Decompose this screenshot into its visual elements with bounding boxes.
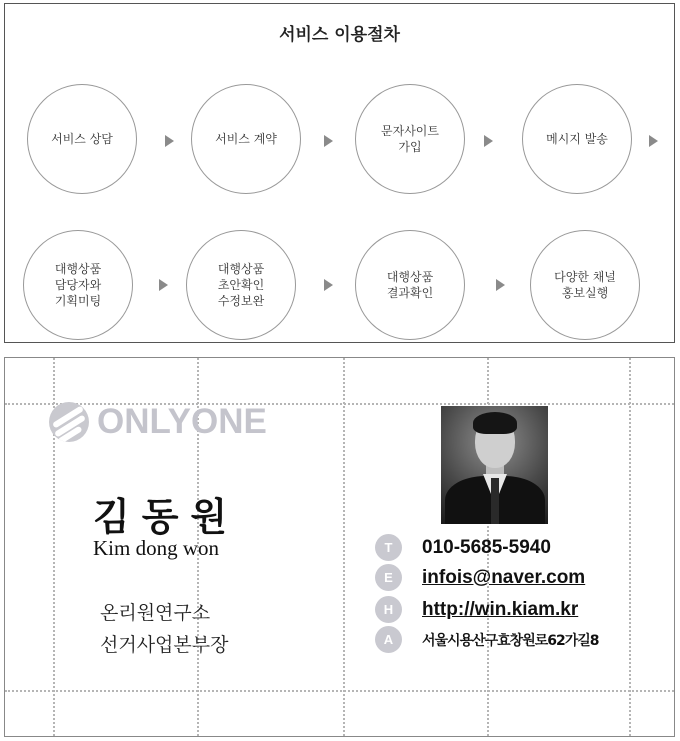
contact-address bbox=[375, 626, 599, 653]
organization-name: 온리원연구소 bbox=[100, 602, 211, 624]
email-link[interactable]: infois@naver.com bbox=[422, 566, 586, 588]
process-title: 서비스 이용절차 bbox=[279, 25, 400, 45]
step-label: 문자사이트 가입 bbox=[381, 124, 439, 154]
step-label: 메시지 발송 bbox=[546, 132, 608, 146]
company-logo bbox=[49, 402, 267, 442]
step-label: 대행상품 초안확인 수정보완 bbox=[217, 262, 265, 308]
step-channel-promotion bbox=[530, 230, 640, 340]
email-icon: E bbox=[375, 564, 402, 591]
arrow-icon bbox=[165, 135, 174, 147]
arrow-icon bbox=[324, 279, 333, 291]
step-contract bbox=[191, 84, 301, 194]
person-name-english: Kim dong won bbox=[93, 536, 219, 560]
guide-line bbox=[5, 690, 674, 692]
service-process-panel bbox=[4, 3, 675, 343]
arrow-icon bbox=[649, 135, 658, 147]
contact-phone bbox=[375, 534, 551, 561]
logo-mark-icon bbox=[49, 402, 89, 442]
step-label: 다양한 채널 홍보실행 bbox=[554, 270, 616, 300]
person-name-korean: 김동원 bbox=[93, 495, 240, 539]
arrow-icon bbox=[496, 279, 505, 291]
homepage-link[interactable]: http://win.kiam.kr bbox=[422, 598, 579, 620]
business-card bbox=[4, 357, 675, 737]
step-site-signup bbox=[355, 84, 465, 194]
homepage-icon: H bbox=[375, 596, 402, 623]
step-draft-review bbox=[186, 230, 296, 340]
step-planning-meeting bbox=[23, 230, 133, 340]
phone-icon: T bbox=[375, 534, 402, 561]
step-label: 대행상품 결과확인 bbox=[386, 270, 434, 300]
guide-line bbox=[343, 358, 345, 736]
step-label: 대행상품 담당자와 기획미팅 bbox=[54, 262, 102, 308]
arrow-icon bbox=[324, 135, 333, 147]
contact-email bbox=[375, 564, 585, 591]
step-message-send bbox=[522, 84, 632, 194]
job-title: 선거사업본부장 bbox=[100, 634, 229, 656]
step-label: 서비스 상담 bbox=[51, 132, 113, 146]
profile-photo bbox=[441, 406, 548, 524]
contact-homepage bbox=[375, 596, 578, 623]
address-text: 서울시용산구효창원로62가길8 bbox=[422, 632, 599, 649]
step-label: 서비스 계약 bbox=[215, 132, 277, 146]
address-icon: A bbox=[375, 626, 402, 653]
step-result-check bbox=[355, 230, 465, 340]
logo-text: ONLYONE bbox=[97, 402, 267, 441]
arrow-icon bbox=[159, 279, 168, 291]
step-consultation bbox=[27, 84, 137, 194]
phone-number: 010-5685-5940 bbox=[422, 536, 551, 558]
guide-line bbox=[629, 358, 631, 736]
arrow-icon bbox=[484, 135, 493, 147]
